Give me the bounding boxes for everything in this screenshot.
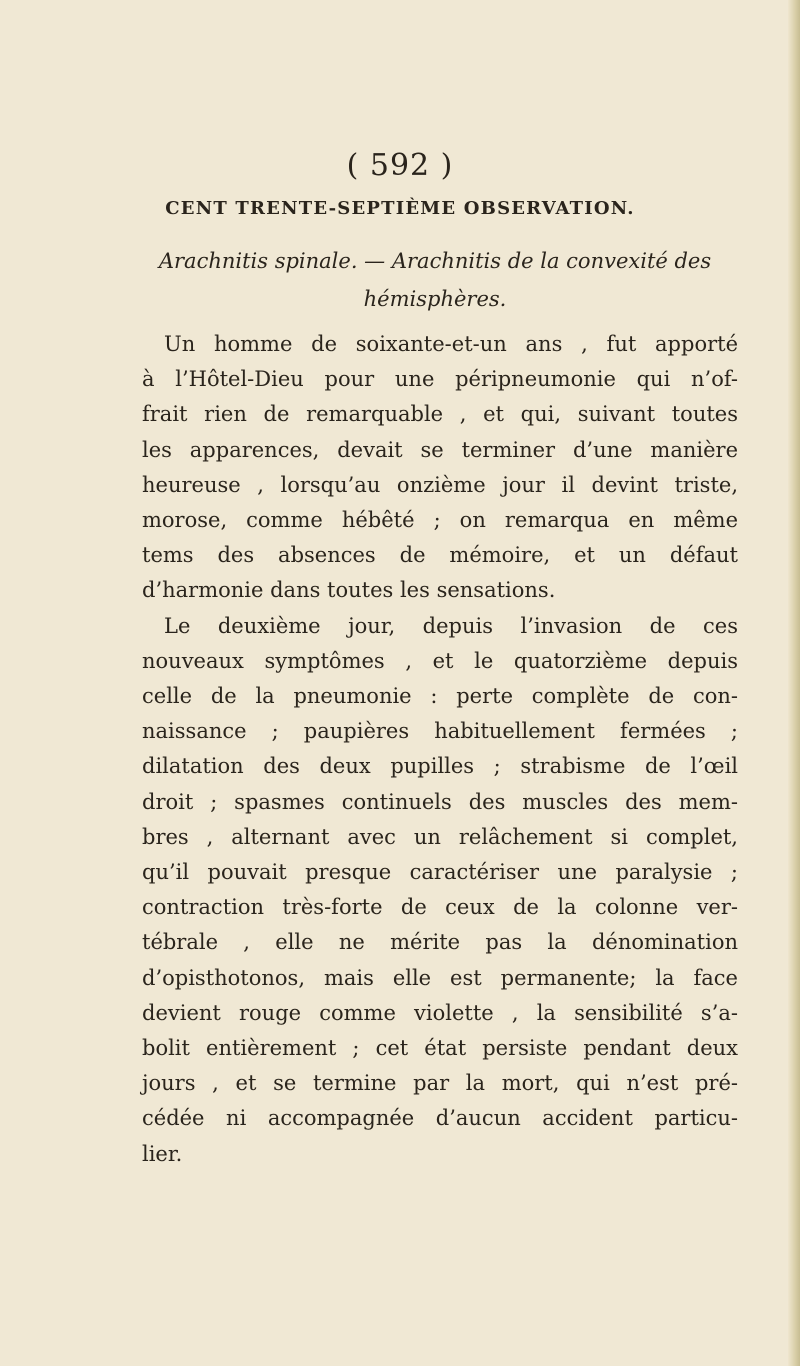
text-line: bres , alternant avec un relâchement si complet, [142,824,738,849]
observation-title: CENT TRENTE-SEPTIÈME OBSERVATION. [165,198,635,219]
text-line: Un homme de soixante-et-un ans , fut apporté [164,332,738,356]
text-line: contraction très-forte de ceux de la colonne ver- [142,895,738,920]
text-line: Le deuxième jour, depuis l’invasion de ces [164,613,738,638]
text-line: droit ; spasmes continuels des muscles des mem- [142,789,738,814]
text-line: les apparences, devait se terminer d’une manière [142,437,738,462]
text-line: tébrale , elle ne mérite pas la dénomination [142,930,738,955]
text-line: à l’Hôtel-Dieu pour une péripneumonie qui n’of- [142,367,738,392]
text-line: cédée ni accompagnée d’aucun accident particu- [142,1106,738,1131]
body-text [142,327,738,1172]
text-line: naissance ; paupières habituellement fermées ; [142,719,738,744]
text-line: devient rouge comme violette , la sensibilité s’a- [142,1000,738,1025]
text-line: d’opisthotonos, mais elle est permanente; la face [142,965,738,990]
page-number: ( 592 ) [346,148,454,183]
text-line: nouveaux symptômes , et le quatorzième depuis [142,648,738,673]
text-line: tems des absences de mémoire, et un défaut [142,543,738,568]
text-line: frait rien de remarquable , et qui, suivant toutes [142,402,738,427]
text-line: morose, comme hébêté ; on remarqua en même [142,508,738,533]
text-line: celle de la pneumonie : perte complète de con- [142,684,738,709]
text-line: bolit entièrement ; cet état persiste pendant deux [142,1036,738,1061]
text-line: heureuse , lorsqu’au onzième jour il devint triste, [142,472,738,497]
text-line: jours , et se termine par la mort, qui n’est pré- [142,1071,738,1096]
observation-subtitle: Arachnitis spinale. — Arachnitis de la convexité des hémisphères. [158,249,712,311]
text-line: d’harmonie dans toutes les sensations. [142,578,556,603]
text-line: lier. [142,1141,183,1166]
text-line: dilatation des deux pupilles ; strabisme de l’œil [142,754,738,779]
text-line: qu’il pouvait presque caractériser une paralysie ; [142,860,738,885]
